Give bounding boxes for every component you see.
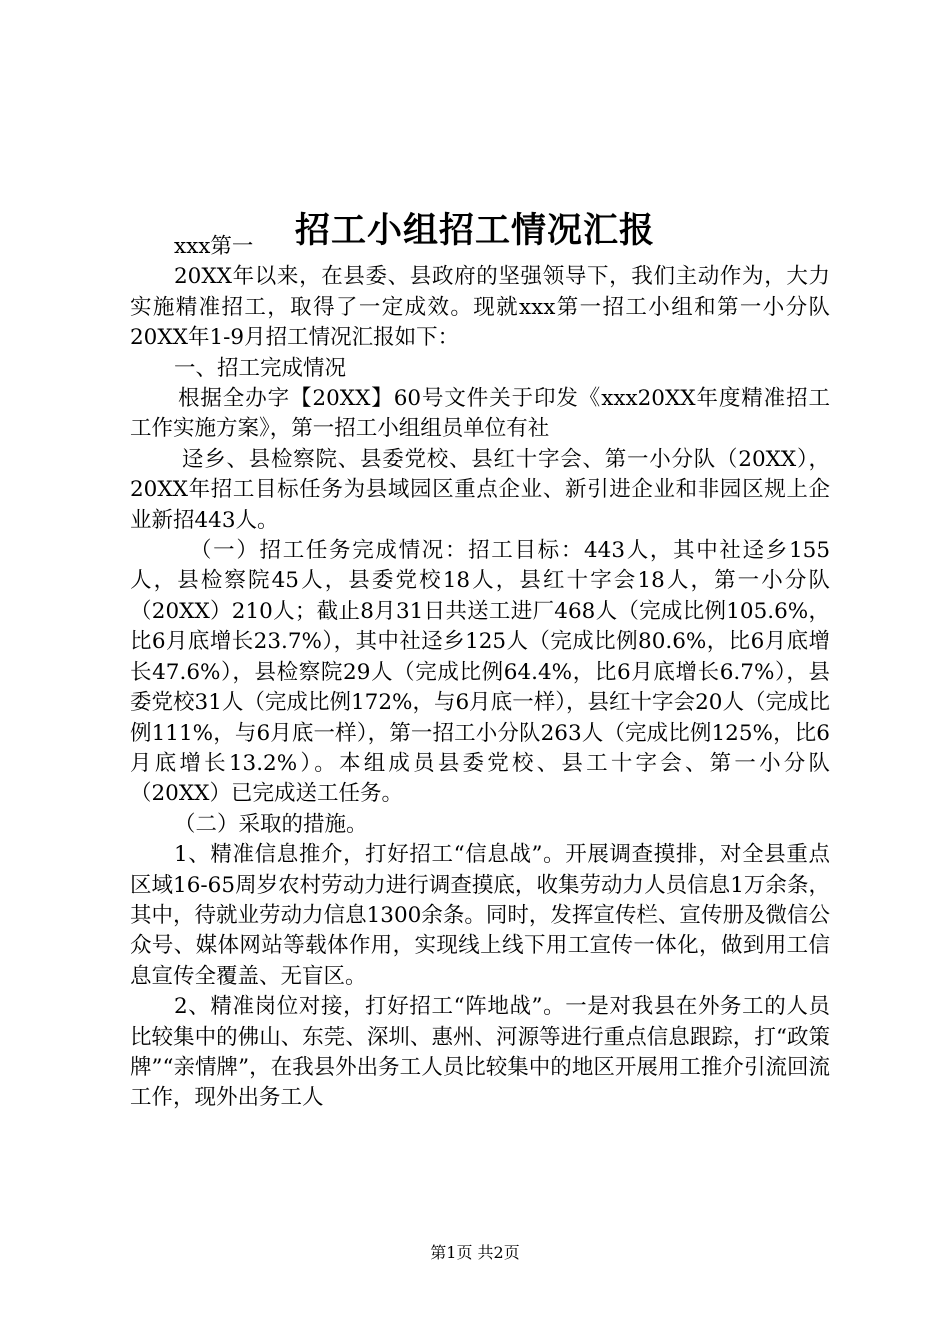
paragraph-measure-2: 2、精准岗位对接，打好招工“阵地战”。一是对我县在外务工的人员比较集中的佛山、东莞、深圳、惠州、河源等进行重点信息跟踪，打“政策牌”“亲情牌”，在我县外出务工人员比较集中的地区开展用工推介引流回流工作，现外出务工人 [130,994,830,1111]
paragraph-measure-1: 1、精准信息推介，打好招工“信息战”。开展调查摸排，对全县重点区域16-65周岁农村劳动力进行调查摸底，收集劳动力人员信息1万余条，其中，待就业劳动力信息1300余条。同时，发挥宣传栏、宣传册及微信公众号、媒体网站等载体作用，实现线上线下用工宣传一体化，做到用工信息宣传全覆盖、无盲区。 [130,842,830,989]
paragraph-task-completion: （一）招工任务完成情况：招工目标：443人，其中社迳乡155人，县检察院45人，县委党校18人，县红十字会18人，第一小分队（20XX）210人；截止8月31日共送工进厂468人（完成比例105.6%，比6月底增长23.7%），其中社迳乡125人（完成比例80.6%，比6月底增长47.6%），县检察院29人（完成比例64.4%，比6月底增长6.7%），县委党校31人（完成比例172%，与6月底一样），县红十字会20人（完成比例111%，与6月底一样），第一招工小分队263人（完成比例125%，比6月底增长13.2%）。本组成员县委党校、县工十字会、第一小分队（20XX）已完成送工任务。 [130,538,830,807]
document-body [130,232,830,1114]
paragraph-intro: 20XX年以来，在县委、县政府的坚强领导下，我们主动作为，大力实施精准招工，取得了一定成效。现就xxx第一招工小组和第一小分队20XX年1-9月招工情况汇报如下： [130,264,830,351]
section-heading-completion: 一、招工完成情况 [174,355,347,381]
paragraph-basis: 根据全办字【20XX】60号文件关于印发《xxx20XX年度精准招工工作实施方案》，第一招工小组组员单位有社 [130,386,830,442]
paragraph-target: 迳乡、县检察院、县委党校、县红十字会、第一小分队（20XX），20XX年招工目标任务为县域园区重点企业、新引进企业和非园区规上企业新招443人。 [130,446,830,533]
document-title: 招工小组招工情况汇报 [294,210,655,252]
page-footer: 第1页 共2页 [430,1243,520,1262]
section-heading-measures: （二）采取的措施。 [174,811,368,837]
paragraph-author: xxx第一 [174,234,254,259]
